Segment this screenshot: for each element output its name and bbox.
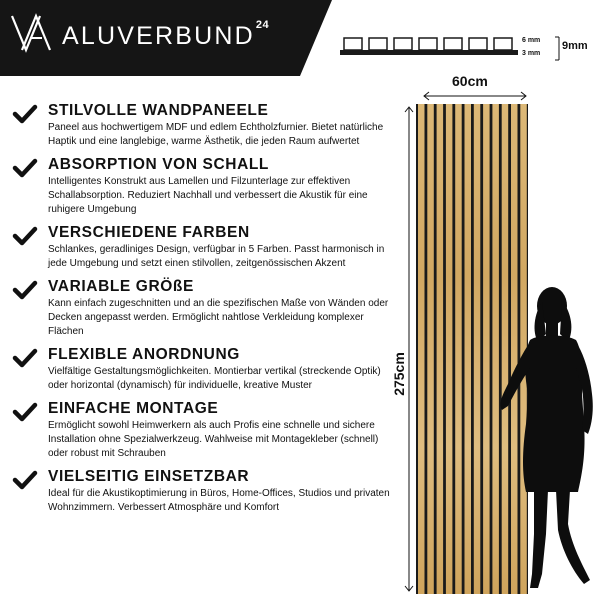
feature-title: FLEXIBLE ANORDNUNG: [48, 346, 240, 363]
feature-title: EINFACHE MONTAGE: [48, 400, 219, 417]
panel-profile-diagram: [338, 34, 528, 64]
check-icon: [12, 348, 38, 368]
profile-bottom-thickness: 3 mm: [522, 50, 541, 57]
check-icon: [12, 226, 38, 246]
check-icon: [12, 402, 38, 422]
feature-description: Paneel aus hochwertigem MDF und edlem Echtholzfurnier. Bietet natürliche Haptik und eine langlebige, warme Ästhetik, die jeden Raum aufwertet: [48, 122, 384, 147]
feature-title: VARIABLE GRÖßE: [48, 278, 194, 295]
feature-item: [12, 346, 392, 393]
feature-title: STILVOLLE WANDPANEELE: [48, 102, 269, 119]
feature-description: Kann einfach zugeschnitten und an die spezifischen Maße von Wänden oder Decken angepasst werden. Ermöglicht nahtlose Verkleidung komplexer Flächen: [48, 298, 389, 337]
feature-item: [12, 278, 392, 339]
feature-item: [12, 400, 392, 461]
brand-suffix: 24: [255, 19, 270, 31]
feature-title: VERSCHIEDENE FARBEN: [48, 224, 250, 241]
check-icon: [12, 470, 38, 490]
feature-item: [12, 156, 392, 217]
feature-description: Ermöglicht sowohl Heimwerkern als auch Profis eine schnelle und sichere Installation ohne Spezialwerkzeug. Wahlweise mit Montagekleber (schnell) oder robust mit Schrauben: [48, 420, 379, 459]
header-banner: [0, 0, 600, 76]
feature-description: Vielfältige Gestaltungsmöglichkeiten. Montierbar vertikal (streckende Optik) oder horizontal (dynamisch) für individuelle, kreative Muster: [48, 366, 381, 391]
feature-item: [12, 224, 392, 271]
feature-title: VIELSEITIG EINSETZBAR: [48, 468, 250, 485]
check-icon: [12, 158, 38, 178]
check-icon: [12, 280, 38, 300]
profile-top-thickness: 6 mm: [522, 37, 541, 44]
feature-item: [12, 468, 392, 515]
feature-item: [12, 102, 392, 149]
feature-list: [12, 102, 392, 522]
dimension-bracket: [554, 36, 560, 62]
panel-width-label: 60cm: [452, 73, 488, 89]
av-logo-icon: [10, 10, 58, 56]
profile-total-thickness: 9mm: [562, 40, 588, 52]
feature-description: Ideal für die Akustikoptimierung in Büros, Home-Offices, Studios und privaten Wohnzimmern. Verbessert Atmosphäre und Komfort: [48, 488, 390, 513]
check-icon: [12, 104, 38, 124]
brand-name: ALUVERBUND$^{24}$: [62, 19, 270, 50]
feature-description: Intelligentes Konstrukt aus Lamellen und Filzunterlage zur effektiven Schallabsorption. Reduziert Nachhall und verbessert die Akustik für eine ruhigere Umgebung: [48, 176, 368, 215]
feature-title: ABSORPTION VON SCHALL: [48, 156, 269, 173]
feature-description: Schlankes, geradliniges Design, verfügbar in 5 Farben. Passt harmonisch in jede Umgebung und setzt einen stilvollen, zeitgenössischen Akzent: [48, 244, 385, 269]
panel-height-label: 275cm: [391, 352, 407, 396]
width-dimension-line: [420, 90, 530, 102]
woman-silhouette-icon: [486, 284, 596, 590]
